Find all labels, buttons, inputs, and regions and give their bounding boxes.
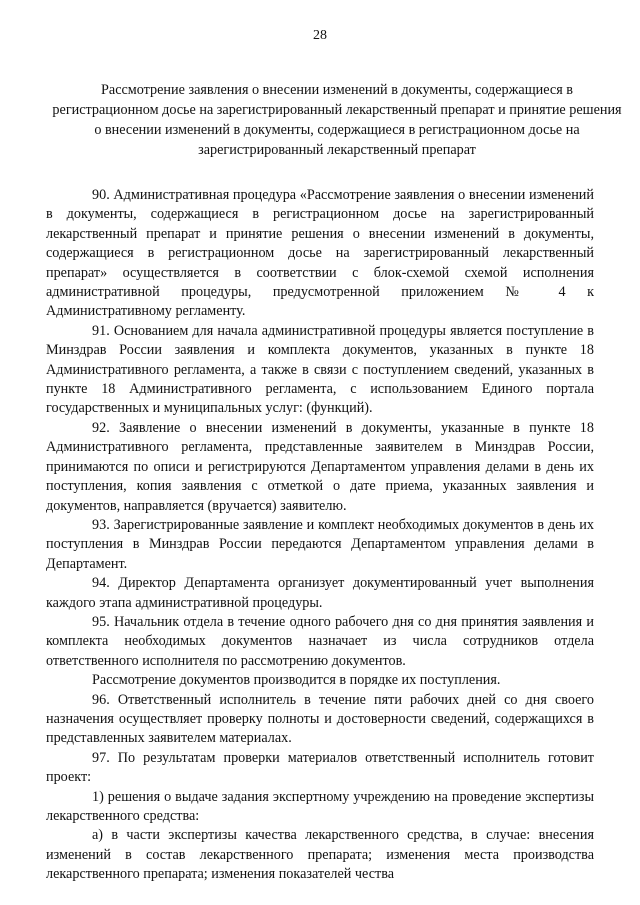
paragraph-94: 94. Директор Департамента организует документированный учет выполнения каждого этапа административной процедуры. <box>46 575 594 611</box>
section-title: Рассмотрение заявления о внесении изменений в документы, содержащиеся в регистрационном досье на зарегистрированный лекарственный препарат и принятие решения о внесении изменений в документы, содержащиеся в регистрационном досье на зарегистрированный лекарственный препарат <box>52 82 622 158</box>
paragraph-93: 93. Зарегистрированные заявление и комплект необходимых документов в день их поступления в Минздрав России передаются Департаментом управления делами в Департамент. <box>46 516 594 572</box>
paragraph-90: 90. Административная процедура «Рассмотрение заявления о внесении изменений в документы, содержащиеся в регистрационном досье на зарегистрированный лекарственный препарат и принятие решения о внесении изменений в документы, содержащиеся в регистрационном досье на зарегистрированный лекарственный препарат» осуществляется в соответствии с блок-схемой схемой исполнения административной процедуры, предусмотренной приложением № 4 к Административному регламенту. <box>46 187 594 320</box>
paragraph-97: 97. По результатам проверки материалов ответственный исполнитель готовит проект: <box>46 749 594 786</box>
document-body <box>46 186 594 885</box>
page-number: 28 <box>313 28 327 43</box>
paragraph-95-note: Рассмотрение документов производится в порядке их поступления. <box>92 672 501 689</box>
paragraph-96: 96. Ответственный исполнитель в течение пяти рабочих дней со дня своего назначения осуществляет проверку полноты и достоверности сведений, содержащихся в представленных заявителем материалах. <box>46 691 594 747</box>
paragraph-97-item-1a: а) в части экспертизы качества лекарственного средства, в случае: внесения изменений в состав лекарственного препарата; изменения места производства лекарственного препарата; изменения показателей чества <box>46 827 594 883</box>
paragraph-92: 92. Заявление о внесении изменений в документы, указанные в пункте 18 Административного регламента, представленные заявителем в Минздрав России, принимаются по описи и регистрируются Департаментом управления делами в день их поступления, копия заявления с отметкой о дате приема, указанных заявления и документов, направляется (вручается) заявителю. <box>46 419 594 514</box>
paragraph-97-item-1: 1) решения о выдаче задания экспертному учреждению на проведение экспертизы лекарственного средства: <box>46 788 594 824</box>
paragraph-91: 91. Основанием для начала административной процедуры является поступление в Минздрав России заявления и комплекта документов, указанных в пункте 18 Административного регламента, а также в связи с поступлением сведений, указанных в пункте 18 Административного регламента, с использованием Единого портала государственных и муниципальных услуг: (функций). <box>46 322 594 417</box>
paragraph-95: 95. Начальник отдела в течение одного рабочего дня со дня принятия заявления и комплекта необходимых документов назначает из числа сотрудников отдела ответственного исполнителя по рассмотрению документов. <box>46 613 594 669</box>
